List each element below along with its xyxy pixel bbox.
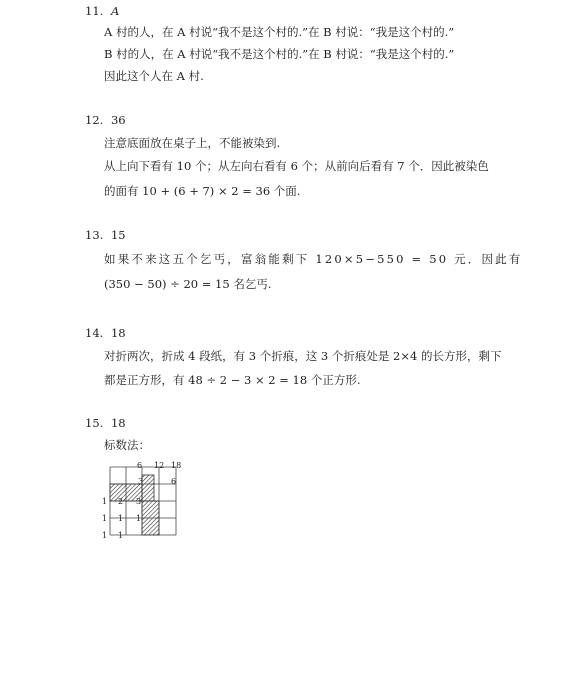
grid-label: 1 <box>118 531 124 540</box>
problem-14-line-1: 对折两次，折成 4 段纸，有 3 个折痕，这 3 个折痕处是 2×4 的长方形，剩下 <box>104 349 502 363</box>
problem-answer: 36 <box>110 113 126 127</box>
grid-label: 6 <box>171 477 177 486</box>
problem-answer: 18 <box>110 326 126 340</box>
grid-label: 12 <box>154 461 165 470</box>
problem-number: 14. <box>85 326 104 340</box>
hatched-vertical-block <box>142 501 159 535</box>
counting-grid-figure <box>100 460 200 542</box>
grid-label: 3 <box>136 497 142 506</box>
problem-number: 11. <box>85 4 104 18</box>
problem-11-heading <box>85 4 119 18</box>
problem-12-line-3: 的面有 10 + (6 + 7) × 2 = 36 个面. <box>104 184 301 198</box>
grid-label: 1 <box>102 531 108 540</box>
hatched-top-block <box>142 475 154 501</box>
problem-answer: A <box>110 4 120 18</box>
problem-11-line-1: A 村的人，在 A 村说“我不是这个村的.”在 B 村说：“我是这个村的.” <box>104 25 455 39</box>
problem-number: 12. <box>85 113 104 127</box>
grid-label: 18 <box>171 461 182 470</box>
problem-14-heading <box>85 326 126 340</box>
problem-11-line-3: 因此这个人在 A 村. <box>104 69 204 83</box>
problem-13-heading <box>85 228 126 242</box>
problem-13-line-2: (350 − 50) ÷ 20 = 15 名乞丐. <box>104 277 272 291</box>
problem-answer: 15 <box>110 228 126 242</box>
problem-14-line-2: 都是正方形，有 48 ÷ 2 − 3 × 2 = 18 个正方形. <box>104 373 361 387</box>
grid-label: 1 <box>102 514 108 523</box>
grid-label: 1 <box>102 497 108 506</box>
problem-15-heading <box>85 416 126 430</box>
problem-15-line-1: 标数法： <box>104 438 150 452</box>
grid-label: 6 <box>137 461 143 470</box>
grid-label: 2 <box>118 497 124 506</box>
grid-label: 1 <box>136 514 142 523</box>
problem-number: 13. <box>85 228 104 242</box>
problem-12-line-1: 注意底面放在桌子上，不能被染到. <box>104 136 281 150</box>
problem-answer: 18 <box>110 416 126 430</box>
problem-11-line-2: B 村的人，在 A 村说“我不是这个村的.”在 B 村说：“我是这个村的.” <box>104 47 455 61</box>
problem-12-heading <box>85 113 126 127</box>
problem-12-line-2: 从上向下看有 10 个；从左向右看有 6 个；从前向后看有 7 个．因此被染色 <box>104 159 489 173</box>
grid-label: 1 <box>118 514 124 523</box>
grid-label: 3 <box>138 477 144 486</box>
problem-13-line-1: 如果不来这五个乞丐，富翁能剩下 120×5−550 = 50 元．因此有 <box>104 252 523 266</box>
problem-number: 15. <box>85 416 104 430</box>
